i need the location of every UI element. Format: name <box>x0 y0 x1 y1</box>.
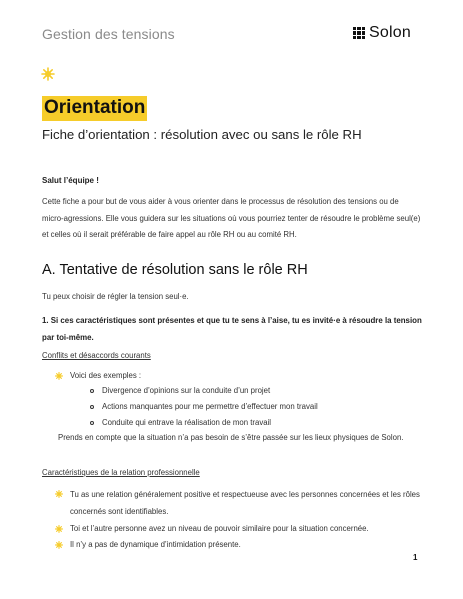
sun-icon <box>55 490 63 498</box>
circle-bullet-icon <box>90 421 94 425</box>
list-item <box>55 487 425 520</box>
page-subtitle: Fiche d’orientation : résolution avec ou sans le rôle RH <box>42 127 362 142</box>
sun-icon <box>55 525 63 533</box>
list-item <box>55 540 241 549</box>
list-item <box>55 524 369 533</box>
list-item-text: Toi et l’autre personne avez un niveau de pouvoir similaire pour la situation concernée. <box>70 524 369 533</box>
list-item-text: Voici des exemples : <box>70 371 142 380</box>
brand-name: Solon <box>369 24 411 41</box>
list-item-text: Actions manquantes pour me permettre d’effectuer mon travail <box>102 402 318 411</box>
document-header-title: Gestion des tensions <box>42 26 175 42</box>
sun-icon <box>55 541 63 549</box>
grid-logo-icon <box>353 27 365 39</box>
section-lead: Tu peux choisir de régler la tension seul·e. <box>42 292 189 301</box>
list-item <box>90 418 271 427</box>
list-item <box>55 371 141 380</box>
conflicts-heading: Conflits et désaccords courants <box>42 351 151 360</box>
intro-paragraph: Cette fiche a pour but de vous aider à vous orienter dans le processus de résolution des tensions ou de micro-agressions. Elle vous guidera sur les situations où vous pourriez tenter de résoudre le problème seul(e) et celles où il serait préférable de faire appel au rôle RH ou au comité RH. <box>42 197 421 239</box>
relation-heading: Caractéristiques de la relation professionnelle <box>42 468 200 477</box>
circle-bullet-icon <box>90 405 94 409</box>
sun-icon <box>55 372 63 380</box>
conflicts-note: Prends en compte que la situation n’a pas besoin de s’être passée sur les lieux physiques de Solon. <box>58 433 404 442</box>
section-heading: A. Tentative de résolution sans le rôle RH <box>42 262 308 278</box>
point-1: 1. Si ces caractéristiques sont présentes et que tu te sens à l’aise, tu es invité·e à résoudre la tension par toi-même. <box>42 316 422 342</box>
sun-icon <box>41 67 55 81</box>
list-item-text: Conduite qui entrave la réalisation de mon travail <box>102 418 272 427</box>
list-item-text: Divergence d’opinions sur la conduite d’un projet <box>102 386 271 395</box>
greeting: Salut l’équipe ! <box>42 176 99 185</box>
brand-logo <box>353 24 411 42</box>
circle-bullet-icon <box>90 389 94 393</box>
page-title: Orientation <box>42 96 147 121</box>
list-item <box>90 402 318 411</box>
list-item <box>90 386 270 395</box>
page-number: 1 <box>413 553 418 562</box>
list-item-text: Tu as une relation généralement positive et respectueuse avec les personnes concernées et les rôles concernés sont identifiables. <box>70 490 420 516</box>
list-item-text: Il n’y a pas de dynamique d’intimidation présente. <box>70 540 241 549</box>
